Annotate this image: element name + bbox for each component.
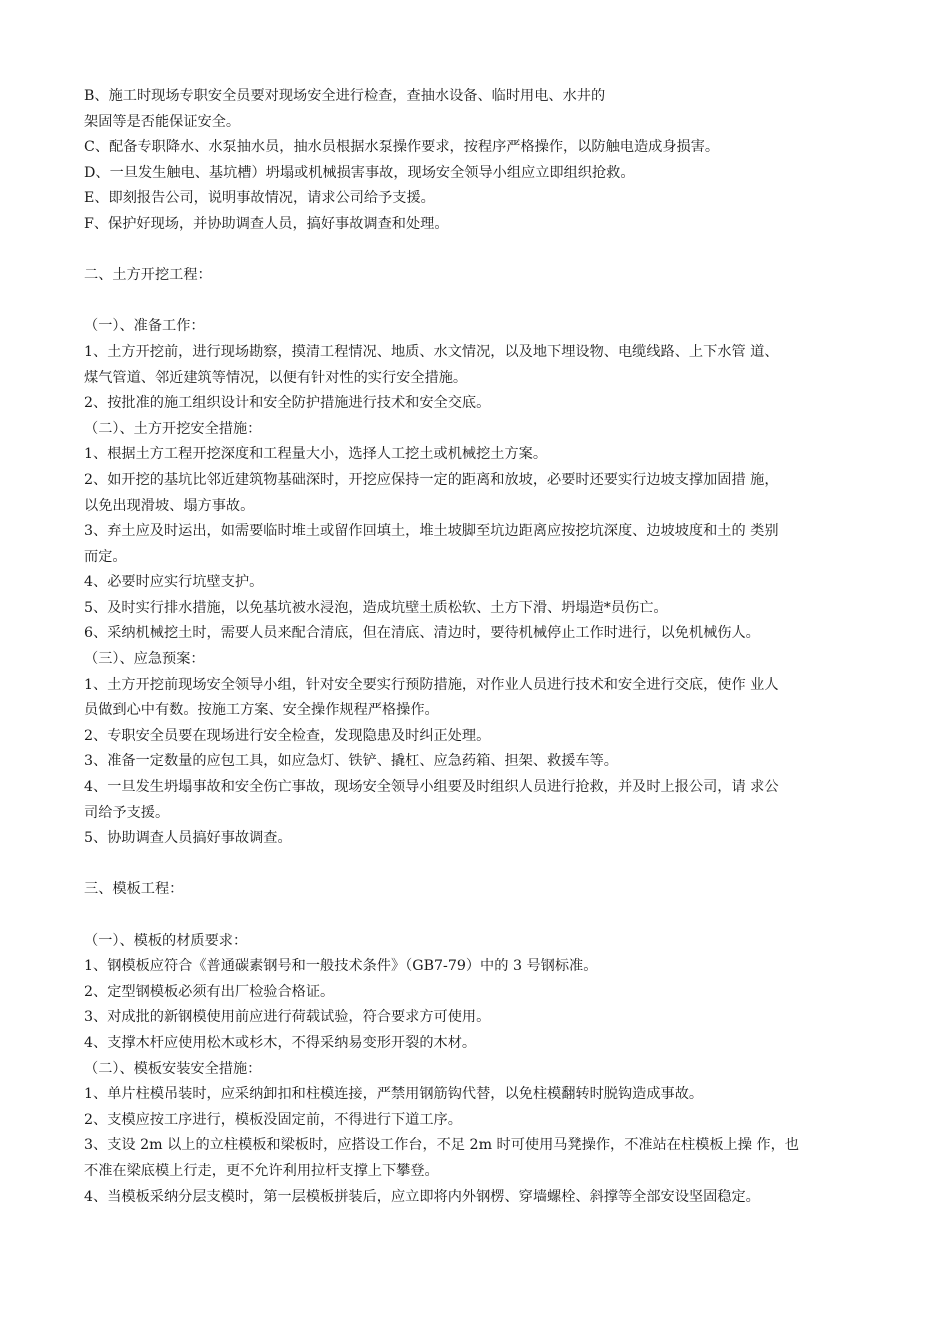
- text-line: B、施工时现场专职安全员要对现场安全进行检查，查抽水设备、临时用电、水井的: [84, 88, 606, 104]
- text-line: 4、当模板采纳分层支模时，第一层模板拼装后，应立即将内外钢楞、穿墙螺栓、斜撑等全部安设坚固稳定。: [84, 1188, 760, 1205]
- blank-line: [84, 238, 874, 264]
- text-line: 4、必要时应实行坑壁支护。: [84, 574, 264, 591]
- text-line: 1、土方开挖前现场安全领导小组，针对安全要实行预防措施，对作业人员进行技术和安全进行交底，使作 业人: [84, 676, 779, 693]
- text-line: 2、专职安全员要在现场进行安全检查，发现隐患及时纠正处理。: [84, 727, 491, 744]
- blank-line: [84, 289, 874, 315]
- text-line: D、一旦发生触电、基坑槽）坍塌或机械损害事故，现场安全领导小组应立即组织抢救。: [84, 164, 635, 181]
- text-line: 1、单片柱模吊装时，应采纳卸扣和柱模连接，严禁用钢筋钩代替，以免柱模翻转时脱钩造成事故。: [84, 1086, 704, 1103]
- text-line: 5、协助调查人员搞好事故调查。: [84, 830, 292, 847]
- text-line: （三）、应急预案：: [84, 651, 205, 668]
- text-line: 3、支设 2m 以上的立柱模板和梁板时，应搭设工作台，不足 2m 时可使用马凳操作，不准站在柱模板上操 作，也: [84, 1137, 799, 1154]
- text-line: 3、对成批的新钢模使用前应进行荷载试验，符合要求方可使用。: [84, 1009, 491, 1026]
- text-line: （二）、模板安装安全措施：: [84, 1060, 262, 1077]
- text-line: 而定。: [84, 548, 127, 565]
- text-line: 架固等是否能保证安全。: [84, 113, 241, 130]
- text-line: （一）、模板的材质要求：: [84, 932, 248, 949]
- text-line: C、配备专职降水、水泵抽水员，抽水员根据水泵操作要求，按程序严格操作，以防触电造成身损害。: [84, 139, 720, 156]
- text-line: 1、土方开挖前，进行现场勘察，摸清工程情况、地质、水文情况，以及地下埋设物、电缆线路、上下水管 道、: [84, 343, 779, 360]
- text-line: 2、如开挖的基坑比邻近建筑物基础深时，开挖应保持一定的距离和放坡，必要时还要实行边坡支撑加固措 施，: [84, 471, 779, 488]
- text-line: 2、按批准的施工组织设计和安全防护措施进行技术和安全交底。: [84, 395, 491, 412]
- text-line: （一）、准备工作：: [84, 318, 205, 335]
- text-line: 二、土方开挖工程：: [84, 267, 212, 284]
- text-line: 员做到心中有数。按施工方案、安全操作规程严格操作。: [84, 702, 439, 719]
- text-line: 3、准备一定数量的应包工具，如应急灯、铁铲、撬杠、应急药箱、担架、救援车等。: [84, 753, 618, 770]
- text-line: 1、根据土方工程开挖深度和工程量大小，选择人工挖土或机械挖土方案。: [84, 446, 548, 463]
- document-page: [84, 84, 874, 1210]
- text-line: 4、支撑木杆应使用松木或杉木，不得采纳易变形开裂的木材。: [84, 1034, 477, 1051]
- text-line: 不准在梁底模上行走，更不允许利用拉杆支撑上下攀登。: [84, 1162, 439, 1179]
- text-line: 煤气管道、邻近建筑等情况，以便有针对性的实行安全措施。: [84, 369, 468, 386]
- text-line: 2、定型钢模板必须有出厂检验合格证。: [84, 983, 335, 1000]
- text-line: F、保护好现场，并协助调查人员，搞好事故调查和处理。: [84, 215, 449, 232]
- text-line: 三、模板工程：: [84, 881, 184, 898]
- text-line: （二）、土方开挖安全措施：: [84, 420, 262, 437]
- text-line: 司给予支援。: [84, 804, 170, 821]
- blank-line: [84, 852, 874, 878]
- text-line: 6、采纳机械挖土时，需要人员来配合清底，但在清底、清边时，要待机械停止工作时进行，以免机械伤人。: [84, 625, 760, 642]
- text-line: 2、支模应按工序进行，模板没固定前，不得进行下道工序。: [84, 1111, 462, 1128]
- text-line: 4、一旦发生坍塌事故和安全伤亡事故，现场安全领导小组要及时组织人员进行抢救，并及时上报公司，请 求公: [84, 779, 779, 796]
- text-line: 1、钢模板应符合《普通碳素钢号和一般技术条件》（GB7-79）中的 3 号钢标准。: [84, 958, 598, 975]
- blank-line: [84, 903, 874, 929]
- text-line: E、即刻报告公司，说明事故情况，请求公司给予支援。: [84, 190, 435, 207]
- text-line: 5、及时实行排水措施，以免基坑被水浸泡，造成坑壁土质松软、土方下滑、坍塌造*员伤亡。: [84, 599, 668, 616]
- text-line: 3、弃土应及时运出，如需要临时堆土或留作回填土，堆土坡脚至坑边距离应按挖坑深度、边坡坡度和土的 类别: [84, 523, 779, 540]
- text-line: 以免出现滑坡、塌方事故。: [84, 497, 255, 514]
